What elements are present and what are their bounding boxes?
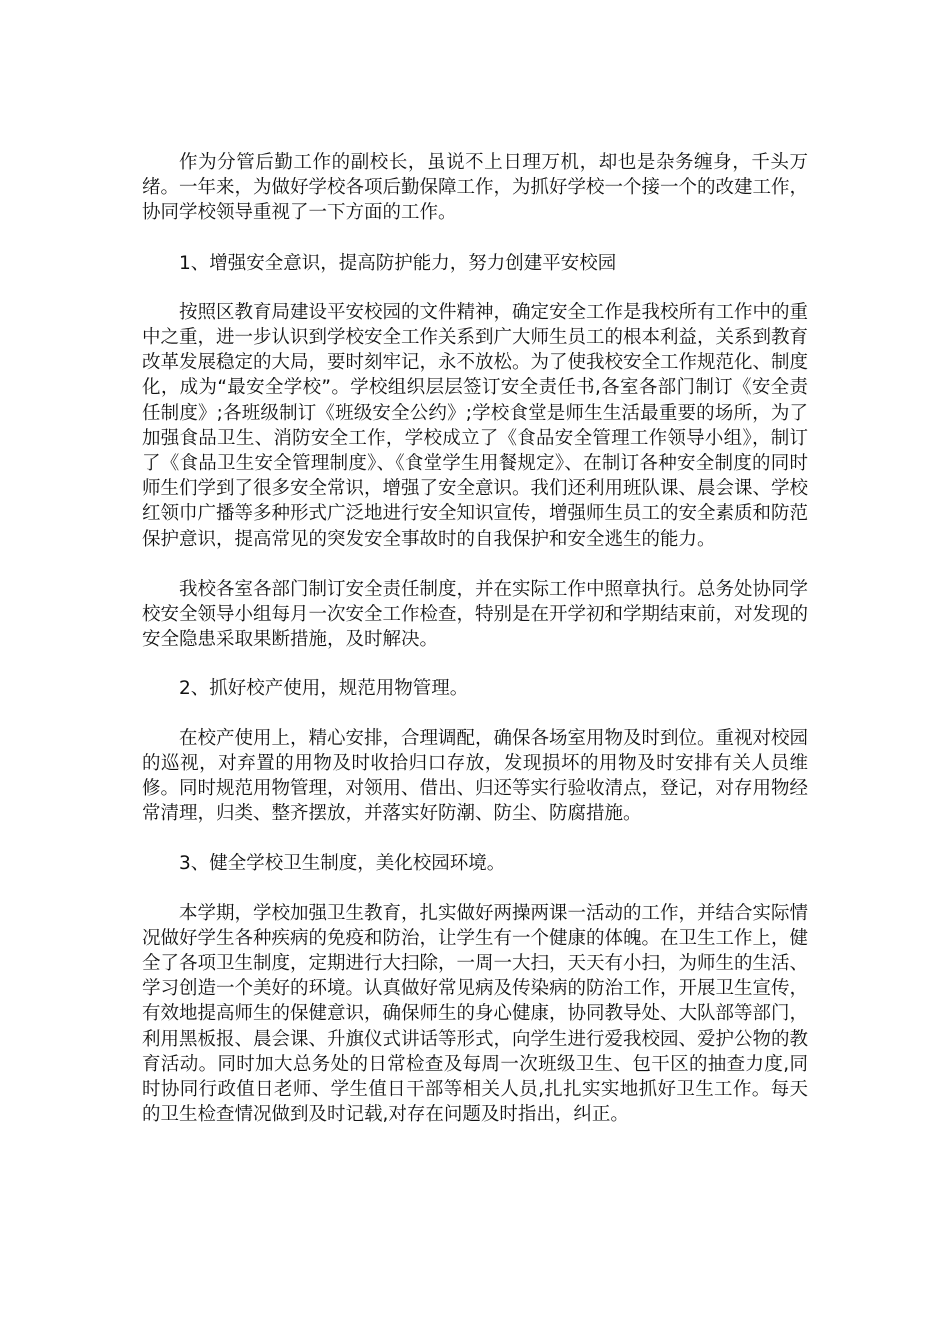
section-3-heading: 3、健全学校卫生制度，美化校园环境。 [179,853,506,875]
document-body [142,150,808,1128]
section-3-paragraph: 本学期，学校加强卫生教育，扎实做好两操两课一活动的工作，并结合实际情况做好学生各种疾病的免疫和防治，让学生有一个健康的体魄。在卫生工作上，健全了各项卫生制度，定期进行大扫除，一周一大扫，天天有小扫，为师生的生活、学习创造一个美好的环境。认真做好常见病及传染病的防治工作，开展卫生宣传，有效地提高师生的保健意识，确保师生的身心健康，协同教导处、大队部等部门，利用黑板报、晨会课、升旗仪式讲话等形式，向学生进行爱我校园、爱护公物的教育活动。同时加大总务处的日常检查及每周一次班级卫生、包干区的抽查力度,同时协同行政值日老师、学生值日干部等相关人员,扎扎实实地抓好卫生工作。每天的卫生检查情况做到及时记载,对存在问题及时指出，纠正。 [142,902,809,1126]
section-1-heading: 1、增强安全意识，提高防护能力，努力创建平安校园 [179,252,617,274]
section-1-paragraph-1: 按照区教育局建设平安校园的文件精神，确定安全工作是我校所有工作中的重中之重，进一步认识到学校安全工作关系到广大师生员工的根本利益，关系到教育改革发展稳定的大局，要时刻牢记，永不放松。为了使我校安全工作规范化、制度化，成为“最安全学校”。学校组织层层签订安全责任书,各室各部门制订《安全责任制度》;各班级制订《班级安全公约》;学校食堂是师生生活最重要的场所，为了加强食品卫生、消防安全工作，学校成立了《食品安全管理工作领导小组》，制订了《食品卫生安全管理制度》、《食堂学生用餐规定》、在制订各种安全制度的同时师生们学到了很多安全常识，增强了安全意识。我们还利用班队课、晨会课、学校红领巾广播等多种形式广泛地进行安全知识宣传，增强师生员工的安全素质和防范保护意识，提高常见的突发安全事故时的自我保护和安全逃生的能力。 [142,301,809,550]
section-1-paragraph-2: 我校各室各部门制订安全责任制度，并在实际工作中照章执行。总务处协同学校安全领导小组每月一次安全工作检查，特别是在开学初和学期结束前，对发现的安全隐患采取果断措施，及时解决。 [142,578,809,651]
section-2-heading: 2、抓好校产使用，规范用物管理。 [179,678,469,700]
intro-paragraph: 作为分管后勤工作的副校长，虽说不上日理万机，却也是杂务缠身，千头万绪。一年来，为做好学校各项后勤保障工作，为抓好学校一个接一个的改建工作，协同学校领导重视了一下方面的工作。 [142,152,809,224]
section-2-paragraph: 在校产使用上，精心安排，合理调配，确保各场室用物及时到位。重视对校园的巡视，对弃置的用物及时收拾归口存放，发现损坏的用物及时安排有关人员维修。同时规范用物管理，对领用、借出、归还等实行验收清点，登记，对存用物经常清理，归类、整齐摆放，并落实好防潮、防尘、防腐措施。 [142,727,809,825]
